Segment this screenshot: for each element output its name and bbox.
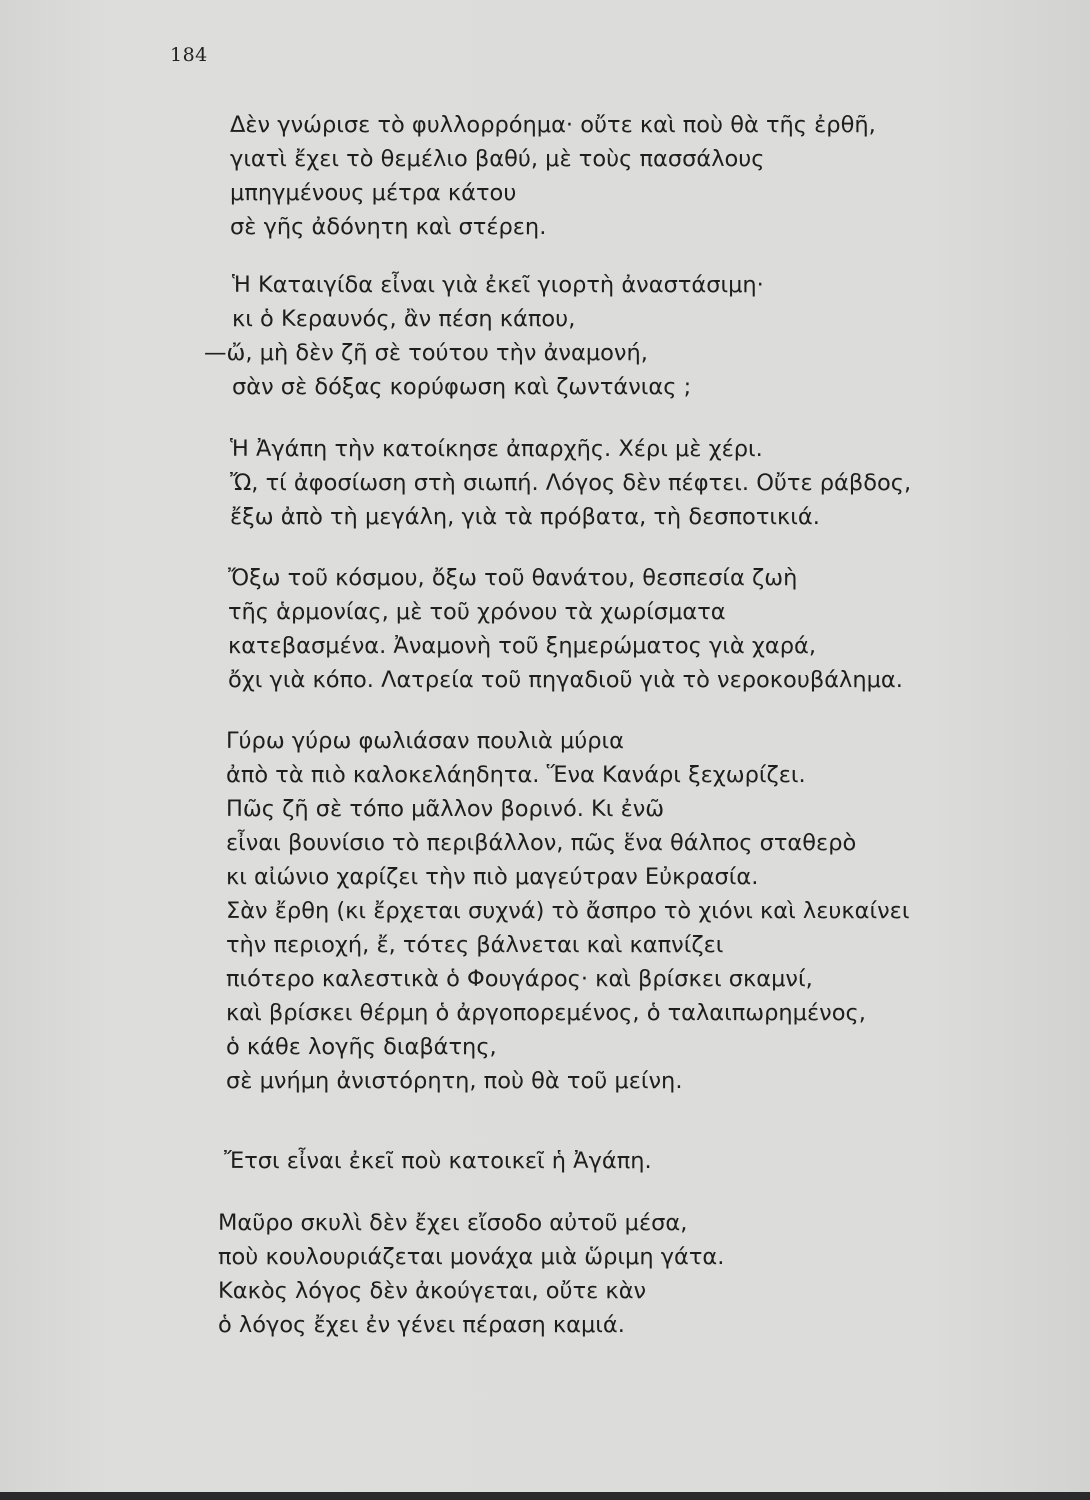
verse-line: Ὤ, τί ἀφοσίωση στὴ σιωπή. Λόγος δὲν πέφτει. Οὔτε ράβδος, (230, 470, 912, 496)
verse-line: ἀπὸ τὰ πιὸ καλοκελάηδητα. Ἕνα Κανάρι ξεχωρίζει. (226, 762, 806, 788)
verse-line: Γύρω γύρω φωλιάσαν πουλιὰ μύρια (226, 728, 625, 754)
verse-line: τῆς ἁρμονίας, μὲ τοῦ χρόνου τὰ χωρίσματα (228, 599, 726, 625)
verse-line: σὲ μνήμη ἀνιστόρητη, ποὺ θὰ τοῦ μείνη. (226, 1068, 683, 1094)
verse-line: σὰν σὲ δόξας κορύφωση καὶ ζωντάνιας ; (232, 374, 692, 400)
verse-line: καὶ βρίσκει θέρμη ὁ ἀργοπορεμένος, ὁ ταλαιπωρημένος, (226, 1000, 866, 1026)
verse-line: —ὤ, μὴ δὲν ζῆ σὲ τούτου τὴν ἀναμονή, (204, 340, 648, 366)
verse-line: ὁ κάθε λογῆς διαβάτης, (226, 1034, 497, 1060)
verse-line: Δὲν γνώρισε τὸ φυλλορρόημα· οὔτε καὶ ποὺ θὰ τῆς ἐρθῆ, (230, 112, 876, 138)
verse-line: Ἡ Ἀγάπη τὴν κατοίκησε ἀπαρχῆς. Χέρι μὲ χέρι. (230, 436, 763, 462)
verse-line: Σὰν ἔρθη (κι ἔρχεται συχνά) τὸ ἄσπρο τὸ χιόνι καὶ λευκαίνει (226, 898, 910, 924)
verse-line: κι ὁ Κεραυνός, ἂν πέση κάπου, (232, 306, 576, 332)
verse-line: Ἡ Καταιγίδα εἶναι γιὰ ἐκεῖ γιορτὴ ἀναστάσιμη· (232, 272, 764, 298)
page-number: 184 (170, 44, 208, 66)
verse-line: Πῶς ζῆ σὲ τόπο μᾶλλον βορινό. Κι ἐνῶ (226, 796, 665, 822)
verse-line: Κακὸς λόγος δὲν ἀκούγεται, οὔτε κὰν (218, 1278, 647, 1304)
scan-bottom-edge (0, 1492, 1090, 1500)
verse-line: πιότερο καλεστικὰ ὁ Φουγάρος· καὶ βρίσκει σκαμνί, (226, 966, 813, 992)
verse-line: Ὄξω τοῦ κόσμου, ὄξω τοῦ θανάτου, θεσπεσία ζωὴ (228, 565, 798, 591)
verse-line: γιατὶ ἔχει τὸ θεμέλιο βαθύ, μὲ τοὺς πασσάλους (230, 146, 765, 172)
verse-line: Ἔτσι εἶναι ἐκεῖ ποὺ κατοικεῖ ἡ Ἀγάπη. (224, 1148, 652, 1174)
verse-line: κατεβασμένα. Ἀναμονὴ τοῦ ξημερώματος γιὰ χαρά, (228, 633, 816, 659)
verse-line: ὁ λόγος ἔχει ἐν γένει πέραση καμιά. (218, 1312, 625, 1338)
verse-line: σὲ γῆς ἀδόνητη καὶ στέρεη. (230, 214, 547, 240)
verse-line: ἔξω ἀπὸ τὴ μεγάλη, γιὰ τὰ πρόβατα, τὴ δεσποτικιά. (230, 504, 820, 530)
verse-line: κι αἰώνιο χαρίζει τὴν πιὸ μαγεύτραν Εὐκρασία. (226, 864, 759, 890)
verse-line: ποὺ κουλουριάζεται μονάχα μιὰ ὥριμη γάτα. (218, 1244, 725, 1270)
verse-line: τὴν περιοχή, ἔ, τότες βάλνεται καὶ καπνίζει (226, 932, 724, 958)
verse-line: ὄχι γιὰ κόπο. Λατρεία τοῦ πηγαδιοῦ γιὰ τὸ νεροκουβάλημα. (228, 667, 903, 693)
verse-line: Μαῦρο σκυλὶ δὲν ἔχει εἴσοδο αὐτοῦ μέσα, (218, 1210, 688, 1236)
verse-line: εἶναι βουνίσιο τὸ περιβάλλον, πῶς ἕνα θάλπος σταθερὸ (226, 830, 857, 856)
verse-line: μπηγμένους μέτρα κάτου (230, 180, 517, 206)
